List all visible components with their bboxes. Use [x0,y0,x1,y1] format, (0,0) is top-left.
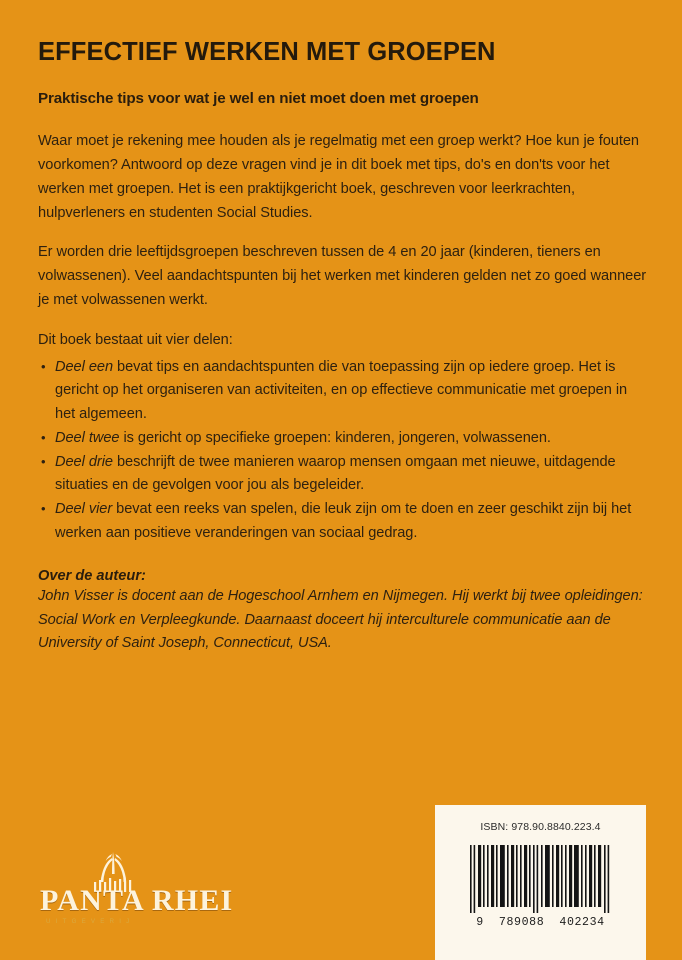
part-emphasis: Deel drie [55,453,113,470]
barcode-digits: 9 789088 402234 [476,916,605,929]
list-item [38,498,650,546]
list-item [38,451,650,499]
isbn-barcode-panel [435,805,646,960]
parts-intro: Dit boek bestaat uit vier delen: [38,331,233,348]
bullet-icon: • [41,453,46,469]
part-emphasis: Deel twee [55,429,120,446]
ean13-barcode-icon [468,845,614,913]
cover-text-content [38,38,650,656]
part-text: bevat tips en aandachtspunten die van toepassing zijn op iedere groep. Het is gericht op het organiseren van activiteiten, en op effectieve communicatie met groepen in het algemeen. [55,358,628,423]
page-title: EFFECTIEF WERKEN MET GROEPEN [38,38,496,66]
blurb-paragraph-1: Waar moet je rekening mee houden als je regelmatig met een groep werkt? Hoe kun je fouten voorkomen? Antwoord op deze vragen vind je in dit boek met tips, do's en don'ts voor het werken met groepen. Het is een praktijkgericht boek, geschreven voor leerkrachten, hulpverleners en studenten Social Studies. [38,133,639,221]
list-item [38,356,650,427]
author-heading: Over de auteur: [38,567,146,584]
publisher-tagline: UITGEVERIJ [46,918,135,925]
bullet-icon: • [41,358,46,374]
author-bio: John Visser is docent aan de Hogeschool Arnhem en Nijmegen. Hij werkt bij twee opleidingen: Social Work en Verpleegkunde. Daarnaast doceert hij interculturele communicatie aan de University of Saint Joseph, Connecticut, USA. [38,587,643,652]
part-text: bevat een reeks van spelen, die leuk zijn om te doen en zeer geschikt zijn bij het werken aan positieve veranderingen van sociaal gedrag. [55,501,632,542]
blurb-paragraph-2: Er worden drie leeftijdsgroepen beschreven tussen de 4 en 20 jaar (kinderen, tieners en volwassenen). Veel aandachtspunten bij het werken met kinderen gelden net zo goed wanneer je met volwassenen werkt. [38,244,647,308]
part-text: is gericht op specifieke groepen: kinderen, jongeren, volwassenen. [119,429,551,446]
barcode-container [468,845,614,929]
part-text: beschrijft de twee manieren waarop mensen omgaan met nieuwe, uitdagende situaties en de gevolgen voor jou als begeleider. [55,453,616,494]
list-item [38,427,650,451]
part-emphasis: Deel vier [55,501,113,518]
publisher-name: PANTA RHEI [40,884,234,917]
parts-list [38,356,650,546]
part-emphasis: Deel een [55,358,114,375]
bullet-icon: • [41,429,46,445]
page-subtitle: Praktische tips voor wat je wel en niet moet doen met groepen [38,90,479,108]
publisher-logo [40,848,234,940]
isbn-label: ISBN: 978.90.8840.223.4 [480,821,601,833]
bullet-icon: • [41,501,46,517]
